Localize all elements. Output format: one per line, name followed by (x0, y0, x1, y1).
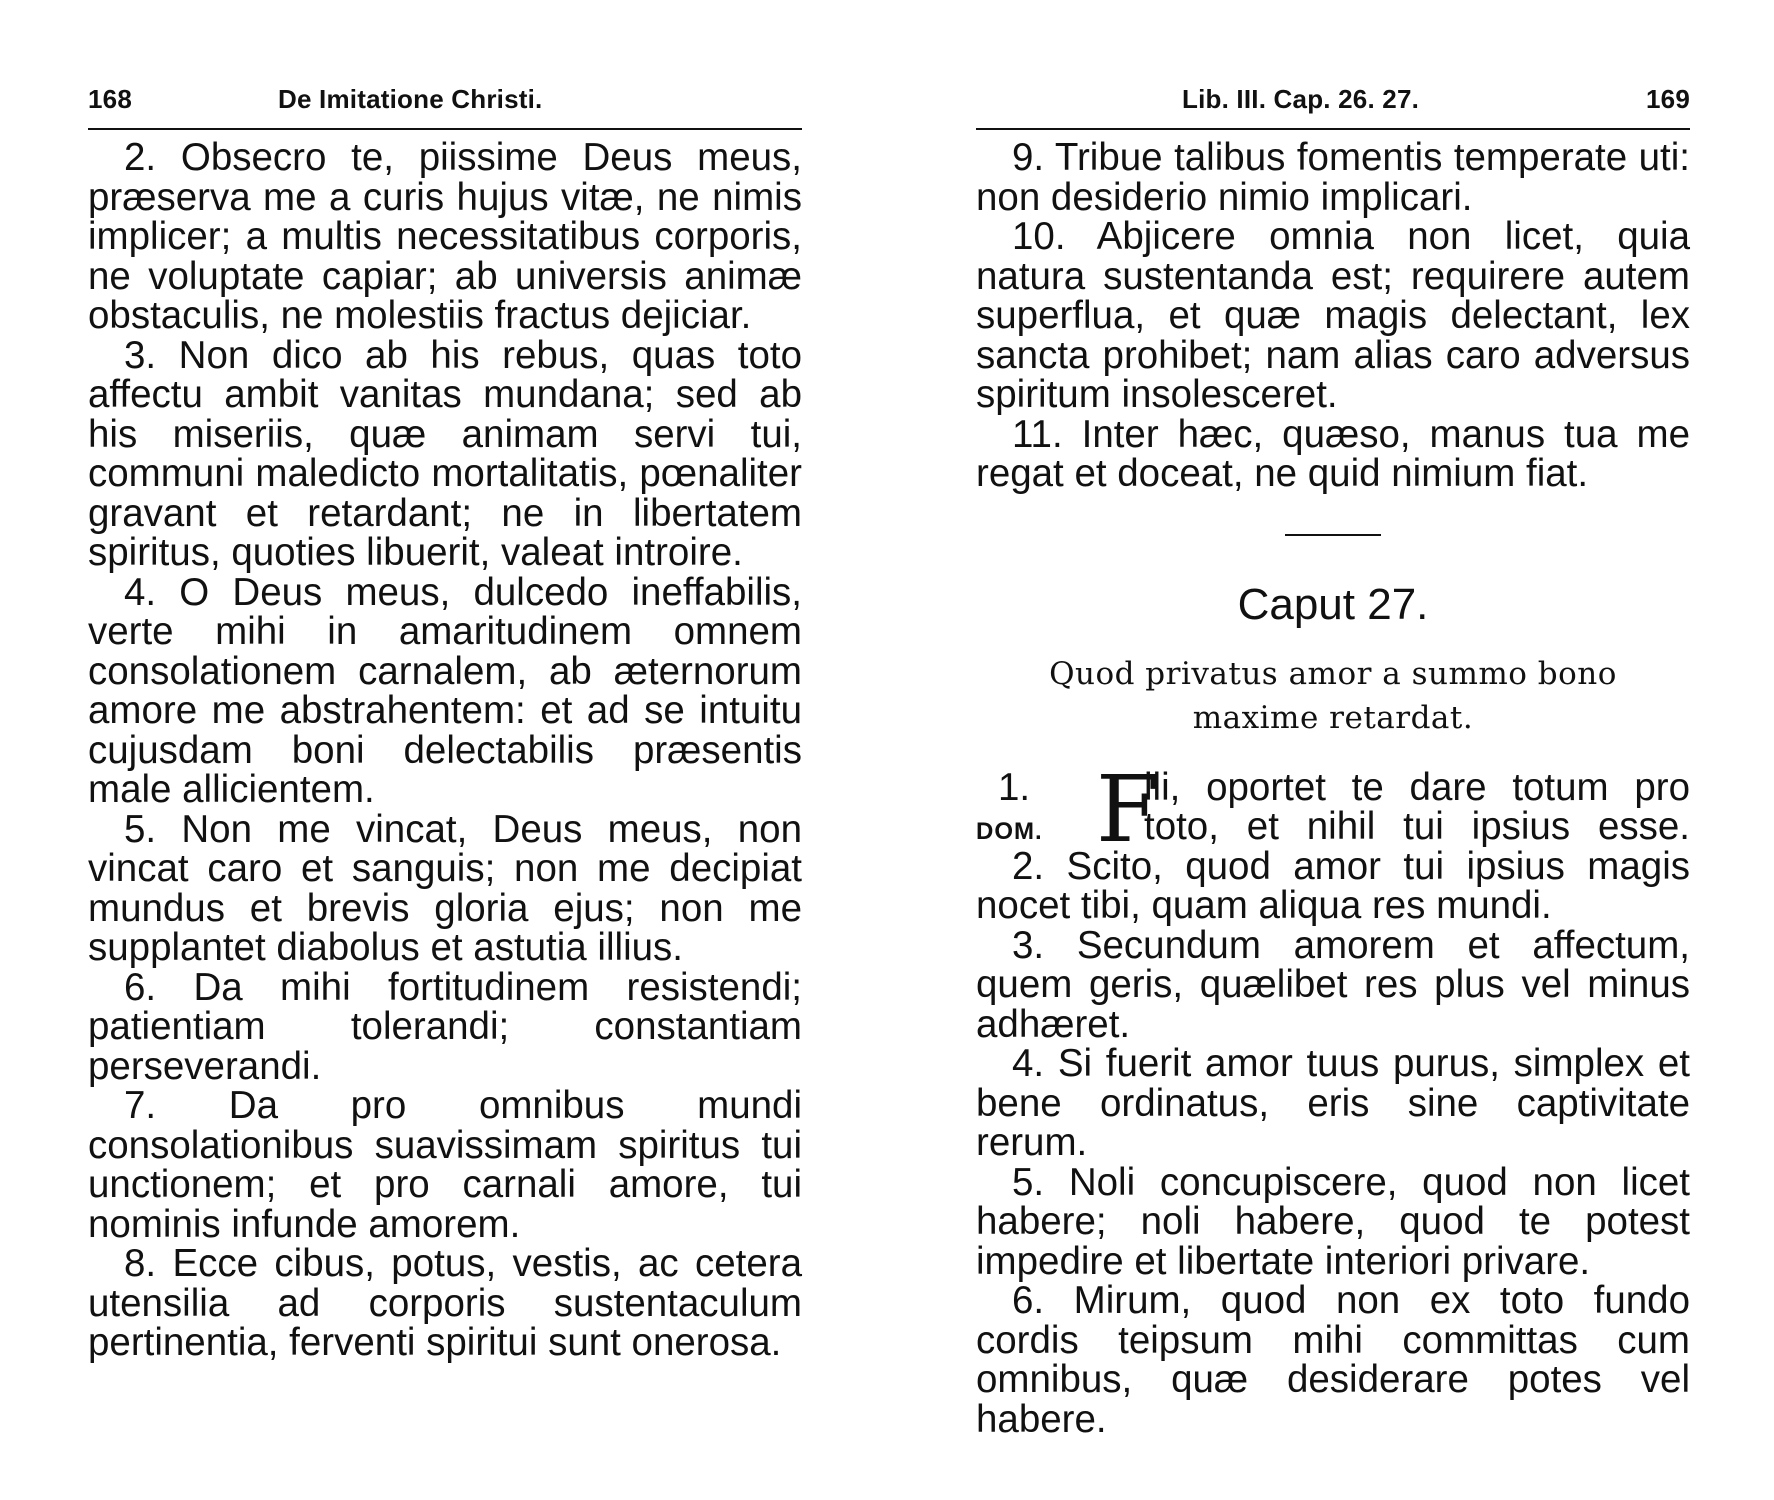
paragraph: 5. Non me vincat, Deus meus, non vincat caro et sanguis; non me decipiat mundus et brevis gloria ejus; non me supplantet diabolus et astutia illius. (88, 807, 802, 969)
paragraph: 3. Non dico ab his rebus, quas toto affectu ambit vanitas mundana; sed ab his miseriis, quæ animam servi tui, communi maledicto mortalitatis, pœnaliter gravant et retardant; ne in libertatem spiritus, quoties libuerit, valeat introire. (88, 333, 802, 574)
verse-number: 1. (998, 765, 1031, 809)
paragraph: 11. Inter hæc, quæso, manus tua me regat et doceat, ne quid nimium fiat. (976, 412, 1690, 495)
first-paragraph (976, 755, 1690, 863)
right-body-text (976, 138, 1690, 494)
right-header-rule (976, 128, 1690, 130)
paragraph: 5. Noli concupiscere, quod non licet habere; noli habere, quod te potest impedire et libertate interiori privare. (976, 1160, 1690, 1283)
speaker-label: DOM. (976, 817, 1043, 845)
first-paragraph-line: ili, oportet te dare totum pro (1144, 765, 1690, 809)
left-page (88, 0, 802, 1363)
left-page-number: 168 (88, 84, 132, 114)
chapter-title: Caput 27. (1237, 579, 1429, 629)
chapter-body-text (976, 844, 1690, 1441)
chapter-subtitle (976, 652, 1690, 740)
left-body-text (88, 138, 802, 1363)
paragraph: 6. Da mihi fortitudinem resistendi; patientiam tolerandi; constantiam perseverandi. (88, 965, 802, 1088)
drop-cap: F (1096, 755, 1160, 863)
paragraph: 10. Abjicere omnia non licet, quia natura sustentanda est; requirere autem superflua, et quæ magis delectant, lex sancta prohibet; nam alias caro adversus spiritum insolesceret. (976, 215, 1690, 416)
left-running-head (88, 84, 802, 128)
right-page (976, 0, 1690, 1439)
section-divider (1285, 534, 1381, 536)
chapter-subtitle-line: maxime retardat. (1192, 699, 1474, 736)
right-page-number: 169 (1646, 84, 1690, 114)
right-running-title: Lib. III. Cap. 26. 27. (1182, 84, 1420, 114)
paragraph: 8. Ecce cibus, potus, vestis, ac cetera utensilia ad corporis sustentaculum pertinentia, ferventi spiritui sunt onerosa. (88, 1242, 802, 1364)
paragraph: 9. Tribue talibus fomentis temperate uti: non desiderio nimio implicari. (976, 136, 1690, 219)
chapter-subtitle-line: Quod privatus amor a summo bono (1049, 655, 1617, 692)
left-header-rule (88, 128, 802, 130)
right-running-head (976, 84, 1690, 128)
first-paragraph-line: toto, et nihil tui ipsius esse. (1144, 805, 1690, 848)
left-running-title: De Imitatione Christi. (278, 84, 543, 114)
first-paragraph-text (1144, 765, 1690, 848)
paragraph: 3. Secundum amorem et affectum, quem geris, quælibet res plus vel minus adhæret. (976, 923, 1690, 1046)
paragraph: 7. Da pro omnibus mundi consolationibus suavissimam spiritus tui unctionem; et pro carnali amore, tui nominis infunde amorem. (88, 1084, 802, 1246)
paragraph: 2. Obsecro te, piissime Deus meus, præserva me a curis hujus vitæ, ne nimis implicer; a multis necessitatibus corporis, ne voluptate capiar; ab universis animæ obstaculis, ne molestiis fractus dejiciar. (88, 136, 802, 337)
paragraph: 2. Scito, quod amor tui ipsius magis nocet tibi, quam aliqua res mundi. (976, 844, 1690, 927)
paragraph: 4. O Deus meus, dulcedo ineffabilis, verte mihi in amaritudinem omnem consolationem carnalem, ab æternorum amore me abstrahentem: et ad se intuitu cujusdam boni delectabilis præsentis male allicientem. (88, 570, 802, 811)
paragraph: 6. Mirum, quod non ex toto fundo cordis teipsum mihi committas cum omnibus, quæ desiderare potes vel habere. (976, 1279, 1690, 1441)
paragraph: 4. Si fuerit amor tuus purus, simplex et bene ordinatus, eris sine captivitate rerum. (976, 1042, 1690, 1164)
